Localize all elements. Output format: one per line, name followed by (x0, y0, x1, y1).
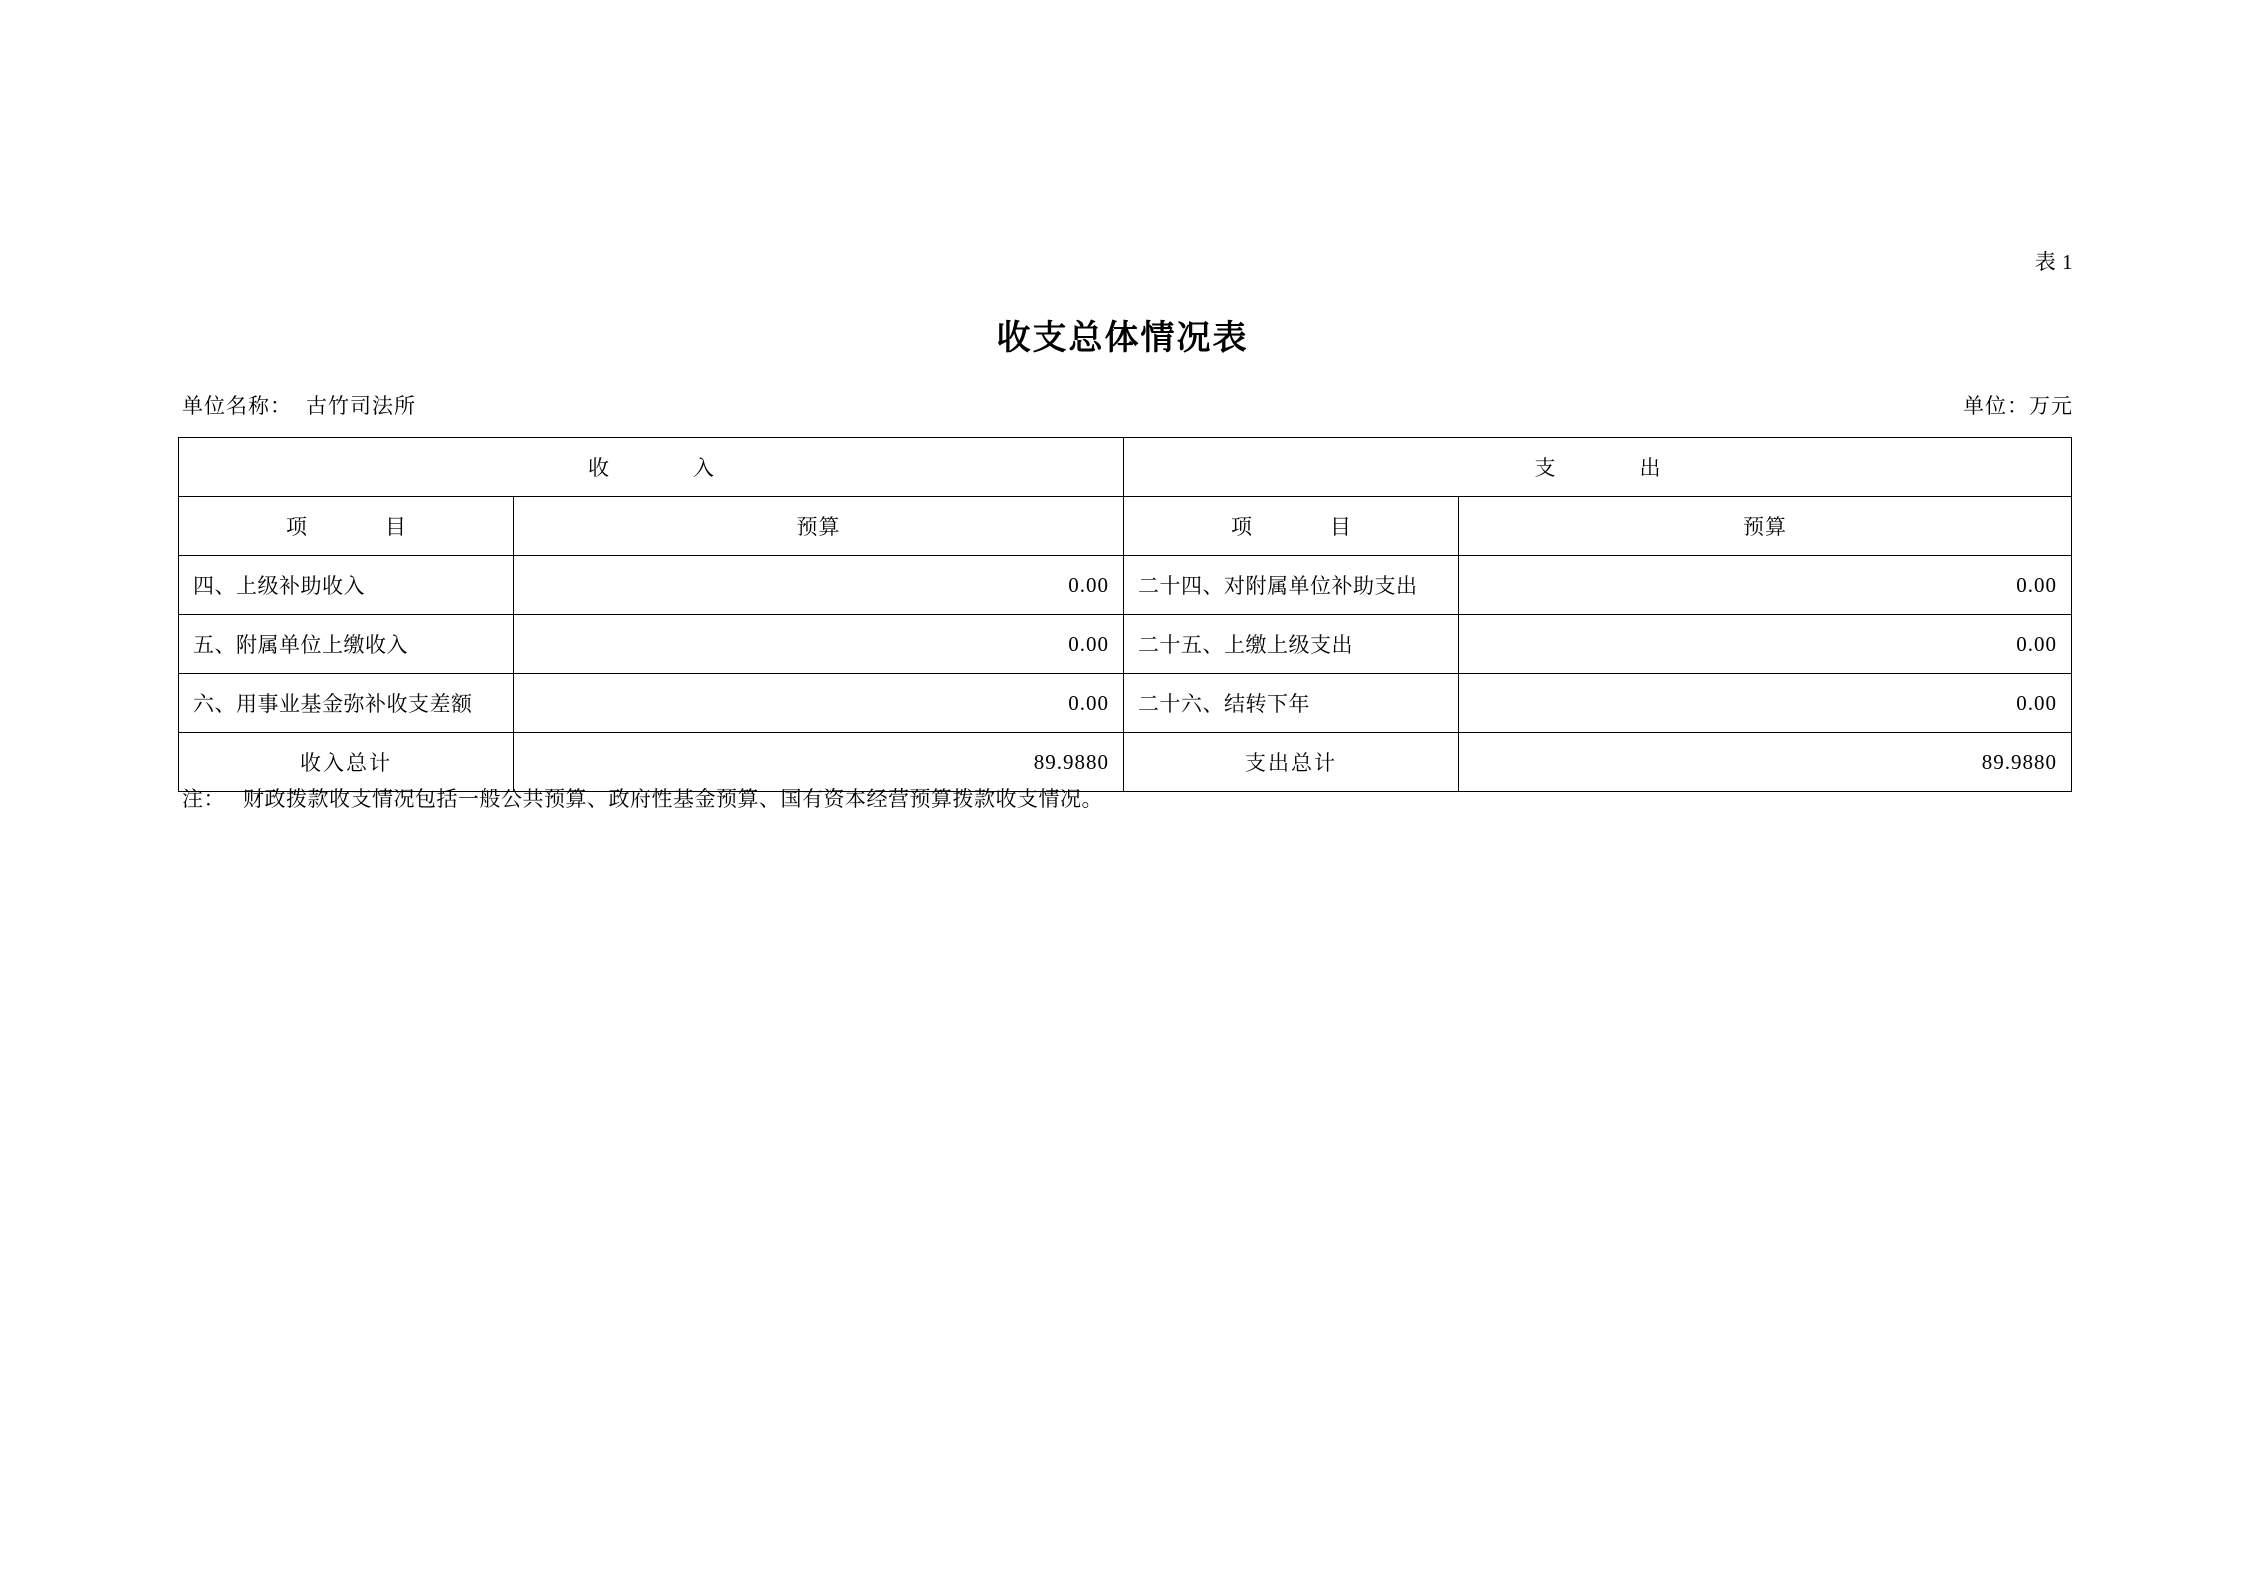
income-item-value: 0.00 (514, 615, 1124, 674)
income-total-value: 89.9880 (514, 733, 1124, 792)
column-header-income-budget: 预算 (514, 497, 1124, 556)
budget-table (178, 437, 2072, 792)
income-item-label: 五、附属单位上缴收入 (179, 615, 514, 674)
table-note (182, 783, 1103, 813)
note-label: 注： (182, 787, 225, 811)
table-column-header-row (179, 497, 2072, 556)
group-header-income: 收 入 (179, 438, 1124, 497)
income-total-label: 收入总计 (179, 733, 514, 792)
expense-item-value: 0.00 (1459, 556, 2072, 615)
expense-item-value: 0.00 (1459, 615, 2072, 674)
column-header-income-item: 项 目 (179, 497, 514, 556)
unit-name-value: 古竹司法所 (306, 394, 416, 418)
expense-item-value: 0.00 (1459, 674, 2072, 733)
unit-name (182, 390, 416, 420)
income-item-label: 四、上级补助收入 (179, 556, 514, 615)
income-item-value: 0.00 (514, 674, 1124, 733)
unit-name-label: 单位名称： (182, 394, 292, 418)
table-row (179, 556, 2072, 615)
expense-item-label: 二十六、结转下年 (1124, 674, 1459, 733)
currency-note: 单位：万元 (1963, 394, 2073, 418)
column-header-expense-budget: 预算 (1459, 497, 2072, 556)
note-text: 财政拨款收支情况包括一般公共预算、政府性基金预算、国有资本经营预算拨款收支情况。 (243, 787, 1103, 811)
expense-item-label: 二十四、对附属单位补助支出 (1124, 556, 1459, 615)
income-item-label: 六、用事业基金弥补收支差额 (179, 674, 514, 733)
sheet-number: 表 1 (2034, 250, 2073, 274)
table-group-header-row (179, 438, 2072, 497)
table-row (179, 615, 2072, 674)
expense-total-value: 89.9880 (1459, 733, 2072, 792)
expense-item-label: 二十五、上缴上级支出 (1124, 615, 1459, 674)
page-title: 收支总体情况表 (996, 320, 1249, 357)
column-header-expense-item: 项 目 (1124, 497, 1459, 556)
group-header-expense: 支 出 (1124, 438, 2072, 497)
table-row (179, 674, 2072, 733)
meta-row (182, 390, 2073, 420)
expense-total-label: 支出总计 (1124, 733, 1459, 792)
income-item-value: 0.00 (514, 556, 1124, 615)
